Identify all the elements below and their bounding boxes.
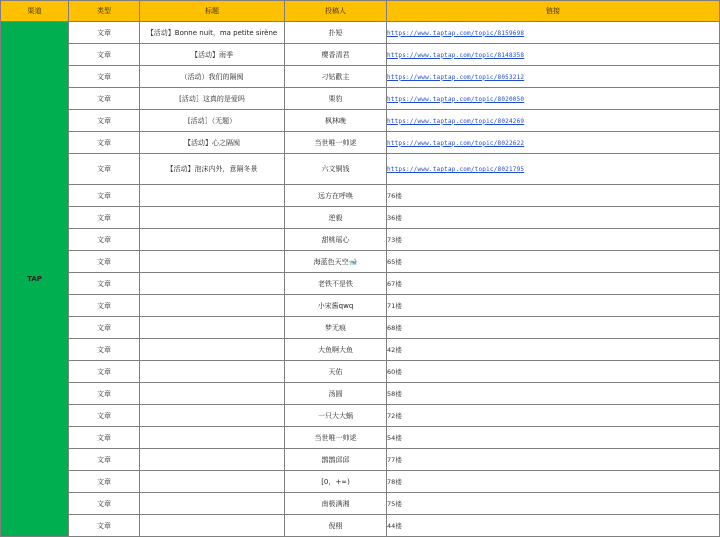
type-cell[interactable]: 文章 <box>69 22 140 44</box>
channel-cell[interactable]: TAP <box>1 22 69 537</box>
floor-number: 76楼 <box>387 192 402 200</box>
link-cell[interactable] <box>387 88 720 110</box>
table-row <box>1 295 720 317</box>
table-row <box>1 427 720 449</box>
floor-number: 65楼 <box>387 258 402 266</box>
author-cell[interactable]: 当世唯一帅逑 <box>285 132 387 154</box>
table-row <box>1 154 720 185</box>
link-cell[interactable] <box>387 44 720 66</box>
type-cell[interactable]: 文章 <box>69 44 140 66</box>
title-cell[interactable] <box>140 295 285 317</box>
type-cell[interactable]: 文章 <box>69 427 140 449</box>
table-row <box>1 88 720 110</box>
floor-number: 77楼 <box>387 456 402 464</box>
floor-number: 42楼 <box>387 346 402 354</box>
title-cell[interactable] <box>140 317 285 339</box>
floor-number: 60楼 <box>387 368 402 376</box>
author-cell[interactable]: 当世唯一帅逑 <box>285 427 387 449</box>
link-cell[interactable] <box>387 207 720 229</box>
link-cell[interactable] <box>387 154 720 185</box>
author-cell[interactable]: 远方在呼唤 <box>285 185 387 207</box>
table-row <box>1 317 720 339</box>
link-cell[interactable] <box>387 229 720 251</box>
floor-number: 36楼 <box>387 214 402 222</box>
title-cell[interactable] <box>140 273 285 295</box>
table-row <box>1 449 720 471</box>
table-row <box>1 110 720 132</box>
title-cell[interactable] <box>140 361 285 383</box>
author-cell[interactable]: 甜桃瑶心 <box>285 229 387 251</box>
title-cell[interactable]: 【活动】Bonne nuit，ma petite sirène <box>140 22 285 44</box>
floor-number: 73楼 <box>387 236 402 244</box>
topic-link[interactable]: https://www.taptap.com/topic/8053212 <box>387 73 525 81</box>
title-cell[interactable] <box>140 405 285 427</box>
title-cell[interactable]: [活动］这真的是爱吗 <box>140 88 285 110</box>
topic-link[interactable]: https://www.taptap.com/topic/8024269 <box>387 117 525 125</box>
table-row <box>1 132 720 154</box>
floor-number: 72楼 <box>387 412 402 420</box>
table-row <box>1 22 720 44</box>
type-cell[interactable]: 文章 <box>69 383 140 405</box>
author-cell[interactable]: 鹊鹊邱邱 <box>285 449 387 471</box>
type-cell[interactable]: 文章 <box>69 493 140 515</box>
floor-number: 44楼 <box>387 522 402 530</box>
table-row <box>1 44 720 66</box>
table-row <box>1 361 720 383</box>
link-cell[interactable] <box>387 132 720 154</box>
author-cell[interactable]: 六文铜钱 <box>285 154 387 185</box>
link-cell[interactable] <box>387 427 720 449</box>
link-cell[interactable] <box>387 471 720 493</box>
link-cell[interactable] <box>387 185 720 207</box>
type-cell[interactable]: 文章 <box>69 405 140 427</box>
type-cell[interactable]: 文章 <box>69 317 140 339</box>
title-cell[interactable] <box>140 339 285 361</box>
title-cell[interactable]: 【活动】雨季 <box>140 44 285 66</box>
table-row <box>1 383 720 405</box>
title-cell[interactable]: （活动）我们的隔阂 <box>140 66 285 88</box>
author-cell[interactable]: 刁钻歡主 <box>285 66 387 88</box>
type-cell[interactable]: 文章 <box>69 295 140 317</box>
table-row <box>1 66 720 88</box>
author-cell[interactable]: 栗豹 <box>285 88 387 110</box>
table-row <box>1 515 720 537</box>
type-cell[interactable]: 文章 <box>69 185 140 207</box>
type-cell[interactable]: 文章 <box>69 515 140 537</box>
title-cell[interactable]: 【活动】心之隔阂 <box>140 132 285 154</box>
title-cell[interactable]: 【活动】泡沫内外，意隔冬景 <box>140 154 285 185</box>
table-row <box>1 405 720 427</box>
title-cell[interactable] <box>140 471 285 493</box>
floor-number: 54楼 <box>387 434 402 442</box>
table-row <box>1 471 720 493</box>
table-row <box>1 339 720 361</box>
author-cell[interactable]: 大鱼啊大鱼 <box>285 339 387 361</box>
header-type[interactable]: 类型 <box>69 1 140 22</box>
author-cell[interactable]: 樱香清君 <box>285 44 387 66</box>
link-cell[interactable] <box>387 317 720 339</box>
table-row <box>1 493 720 515</box>
type-cell[interactable]: 文章 <box>69 154 140 185</box>
author-cell[interactable]: 梦无痕 <box>285 317 387 339</box>
link-cell[interactable] <box>387 383 720 405</box>
type-cell[interactable]: 文章 <box>69 251 140 273</box>
author-cell[interactable]: 汤圆 <box>285 383 387 405</box>
link-cell[interactable] <box>387 66 720 88</box>
type-cell[interactable]: 文章 <box>69 273 140 295</box>
table-row <box>1 207 720 229</box>
header-author[interactable]: 投稿人 <box>285 1 387 22</box>
title-cell[interactable] <box>140 207 285 229</box>
header-link[interactable]: 链接 <box>387 1 720 22</box>
title-cell[interactable] <box>140 185 285 207</box>
floor-number: 71楼 <box>387 302 402 310</box>
author-cell[interactable]: [0，+∞) <box>285 471 387 493</box>
link-cell[interactable] <box>387 449 720 471</box>
topic-link[interactable]: https://www.taptap.com/topic/8020050 <box>387 95 525 103</box>
author-cell[interactable]: 海蓝色天空🐋 <box>285 251 387 273</box>
type-cell[interactable]: 文章 <box>69 361 140 383</box>
author-cell[interactable]: 南极满湘 <box>285 493 387 515</box>
title-cell[interactable] <box>140 515 285 537</box>
author-cell[interactable]: 倪栩 <box>285 515 387 537</box>
floor-number: 75楼 <box>387 500 402 508</box>
title-cell[interactable] <box>140 427 285 449</box>
table-row <box>1 185 720 207</box>
type-cell[interactable]: 文章 <box>69 132 140 154</box>
type-cell[interactable]: 文章 <box>69 110 140 132</box>
author-cell[interactable]: 天佑 <box>285 361 387 383</box>
author-cell[interactable]: 扑短 <box>285 22 387 44</box>
author-cell[interactable]: 枫林晚 <box>285 110 387 132</box>
type-cell[interactable]: 文章 <box>69 229 140 251</box>
link-cell[interactable] <box>387 22 720 44</box>
link-cell[interactable] <box>387 339 720 361</box>
title-cell[interactable]: [活动］（无题） <box>140 110 285 132</box>
topic-link[interactable]: https://www.taptap.com/topic/8021795 <box>387 166 525 173</box>
type-cell[interactable]: 文章 <box>69 471 140 493</box>
link-cell[interactable] <box>387 110 720 132</box>
topic-link[interactable]: https://www.taptap.com/topic/8159698 <box>387 29 525 37</box>
author-cell[interactable]: 逆毅 <box>285 207 387 229</box>
title-cell[interactable] <box>140 383 285 405</box>
topic-link[interactable]: https://www.taptap.com/topic/8022622 <box>387 139 525 147</box>
table-row <box>1 251 720 273</box>
author-cell[interactable]: 一只大大蜗 <box>285 405 387 427</box>
floor-number: 68楼 <box>387 324 402 332</box>
link-cell[interactable] <box>387 273 720 295</box>
link-cell[interactable] <box>387 295 720 317</box>
title-cell[interactable] <box>140 449 285 471</box>
type-cell[interactable]: 文章 <box>69 88 140 110</box>
title-cell[interactable] <box>140 251 285 273</box>
type-cell[interactable]: 文章 <box>69 449 140 471</box>
floor-number: 67楼 <box>387 280 402 288</box>
title-cell[interactable] <box>140 493 285 515</box>
author-cell[interactable]: 小宋酱qwq <box>285 295 387 317</box>
link-cell[interactable] <box>387 515 720 537</box>
link-cell[interactable] <box>387 361 720 383</box>
link-cell[interactable] <box>387 251 720 273</box>
link-cell[interactable] <box>387 493 720 515</box>
floor-number: 78楼 <box>387 478 402 486</box>
type-cell[interactable]: 文章 <box>69 66 140 88</box>
type-cell[interactable]: 文章 <box>69 207 140 229</box>
topic-link[interactable]: https://www.taptap.com/topic/8148358 <box>387 51 525 59</box>
type-cell[interactable]: 文章 <box>69 339 140 361</box>
header-channel[interactable]: 渠道 <box>1 1 69 22</box>
author-cell[interactable]: 老铁不是铁 <box>285 273 387 295</box>
title-cell[interactable] <box>140 229 285 251</box>
floor-number: 58楼 <box>387 390 402 398</box>
link-cell[interactable] <box>387 405 720 427</box>
table-row <box>1 273 720 295</box>
table-row <box>1 229 720 251</box>
header-title[interactable]: 标题 <box>140 1 285 22</box>
header-row <box>1 1 720 22</box>
